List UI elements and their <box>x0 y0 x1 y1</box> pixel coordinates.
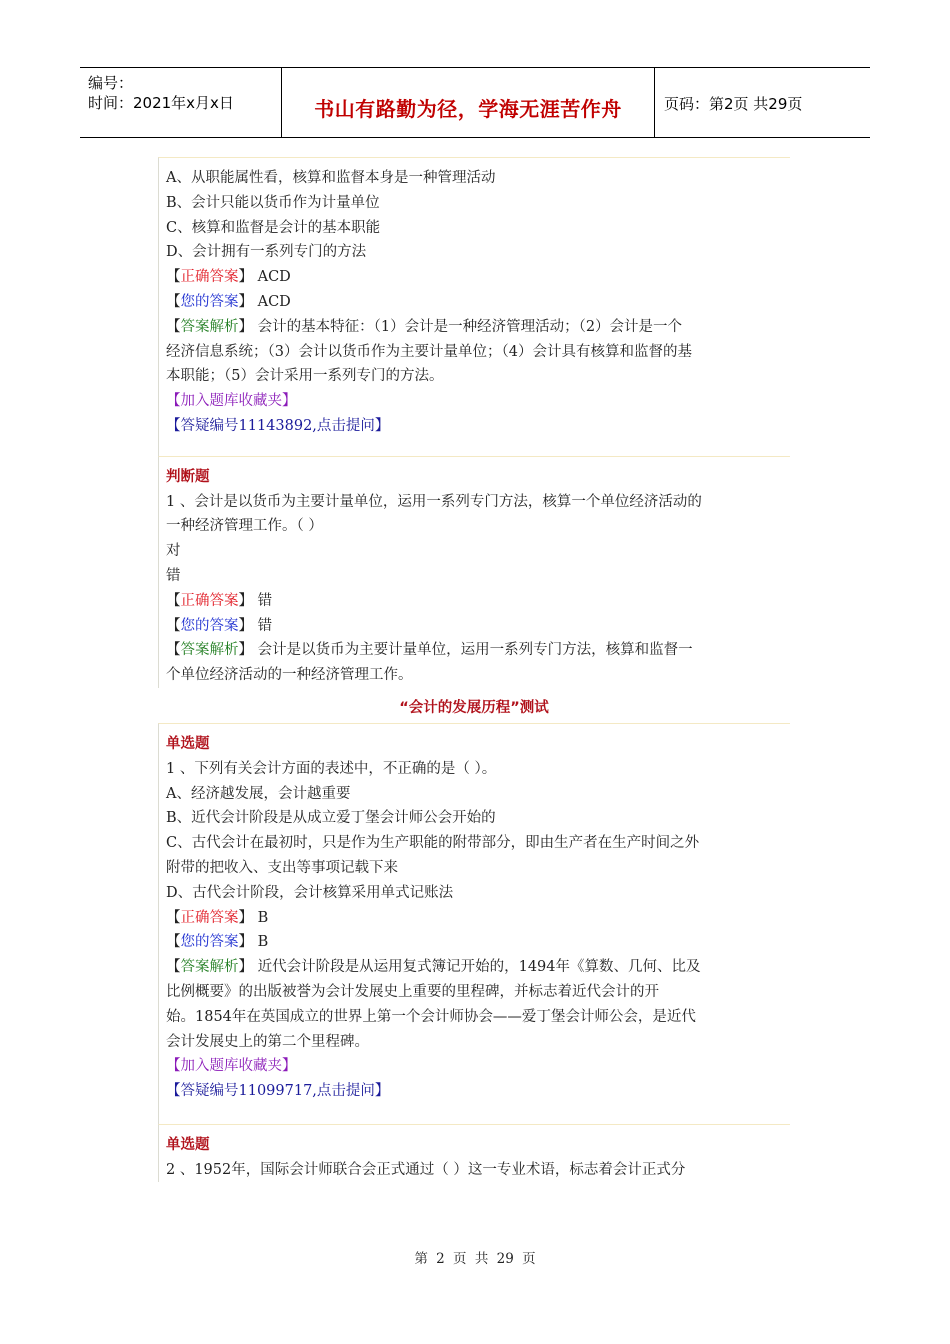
header-info-cell <box>80 68 282 137</box>
question-block-1 <box>158 157 790 456</box>
option-b: B、会计只能以货币作为计量单位 <box>166 194 380 211</box>
document-content <box>158 157 790 1182</box>
analysis-text-1: 会计的基本特征：（1）会计是一种经济管理活动；（2）会计是一个 <box>257 318 683 335</box>
question-block-2 <box>158 456 790 688</box>
analysis-label: 答案解析 <box>180 318 239 335</box>
question-text-2: 一种经济管理工作。（ ） <box>166 518 323 535</box>
analysis-text-2: 比例概要》的出版被誉为会计发展史上重要的里程碑，并标志着近代会计的开 <box>166 983 659 1000</box>
question-text-1: 2 、1952年，国际会计师联合会正式通过（ ）这一专业术语，标志着会计正式分 <box>166 1161 686 1178</box>
correct-answer-row: 【正确答案】 B <box>166 909 269 926</box>
your-answer-value: 错 <box>257 617 273 634</box>
your-answer-label: 您的答案 <box>180 293 239 310</box>
analysis-text-3: 本职能；（5）会计采用一系列专门的方法。 <box>166 368 444 385</box>
question-text-1: 1 、下列有关会计方面的表述中，不正确的是（ ）。 <box>166 760 497 777</box>
ask-question-link[interactable]: 【答疑编号11143892,点击提问】 <box>166 417 390 434</box>
add-favorite-link[interactable]: 【加入题库收藏夹】 <box>166 393 297 410</box>
option-d[interactable]: D、古代会计阶段，会计核算采用单式记账法 <box>166 884 454 901</box>
analysis-text-4: 会计发展史上的第二个里程碑。 <box>166 1033 369 1050</box>
correct-answer-label: 正确答案 <box>180 592 239 609</box>
correct-answer-row: 【正确答案】 错 <box>166 592 273 609</box>
analysis-text-1: 近代会计阶段是从运用复式簿记开始的，1494年《算数、几何、比及 <box>257 959 701 976</box>
option-b[interactable]: B、近代会计阶段是从成立爱丁堡会计师公会开始的 <box>166 810 496 827</box>
option-a[interactable]: A、经济越发展，会计越重要 <box>166 785 351 802</box>
analysis-label: 答案解析 <box>180 642 239 659</box>
option-a: A、从职能属性看，核算和监督本身是一种管理活动 <box>166 170 496 186</box>
question-text-1: 1 、会计是以货币为主要计量单位，运用一系列专门方法，核算一个单位经济活动的 <box>166 493 702 510</box>
question-block-3 <box>158 723 790 1124</box>
page-header <box>80 67 870 138</box>
your-answer-label: 您的答案 <box>180 617 239 634</box>
page-label: 页码：第2页 共29页 <box>664 95 803 113</box>
your-answer-label: 您的答案 <box>180 934 239 951</box>
analysis-text-2: 经济信息系统；（3）会计以货币作为主要计量单位；（4）会计具有核算和监督的基 <box>166 343 692 360</box>
question-type: 单选题 <box>166 1136 210 1153</box>
number-label: 编号： <box>88 74 134 92</box>
analysis-row: 【答案解析】 近代会计阶段是从运用复式簿记开始的，1494年《算数、几何、比及 <box>166 959 701 976</box>
correct-answer-value: 错 <box>257 592 273 609</box>
section-title: “会计的发展历程”测试 <box>399 699 549 716</box>
option-false[interactable]: 错 <box>166 567 181 584</box>
ask-question-link[interactable]: 【答疑编号11099717,点击提问】 <box>166 1083 390 1100</box>
analysis-row: 【答案解析】 会计是以货币为主要计量单位，运用一系列专门方法，核算和监督一 <box>166 642 693 659</box>
add-favorite-link[interactable]: 【加入题库收藏夹】 <box>166 1058 297 1075</box>
option-c: C、核算和监督是会计的基本职能 <box>166 219 381 236</box>
analysis-text-1: 会计是以货币为主要计量单位，运用一系列专门方法，核算和监督一 <box>257 642 693 659</box>
option-c-cont: 附带的把收入、支出等事项记载下来 <box>166 859 398 876</box>
correct-answer-row: 【正确答案】 ACD <box>166 269 291 286</box>
your-answer-row: 【您的答案】 错 <box>166 617 273 634</box>
analysis-text-3: 始。1854年在英国成立的世界上第一个会计师协会——爱丁堡会计师公会，是近代 <box>166 1008 696 1025</box>
question-type: 单选题 <box>166 735 210 752</box>
your-answer-value: ACD <box>257 293 291 310</box>
question-block-4 <box>158 1124 790 1183</box>
option-d: D、会计拥有一系列专门的方法 <box>166 244 367 261</box>
your-answer-row: 【您的答案】 B <box>166 934 269 951</box>
your-answer-row: 【您的答案】 ACD <box>166 293 291 310</box>
analysis-label: 答案解析 <box>180 959 239 976</box>
question-type: 判断题 <box>166 468 210 485</box>
time-label: 时间：2021年x月x日 <box>88 94 234 112</box>
correct-answer-value: B <box>257 909 269 926</box>
correct-answer-label: 正确答案 <box>180 269 239 286</box>
correct-answer-value: ACD <box>257 269 291 286</box>
header-motto-cell <box>282 68 655 137</box>
motto: 书山有路勤为径，学海无涯苦作舟 <box>314 97 622 121</box>
analysis-text-2: 个单位经济活动的一种经济管理工作。 <box>166 667 413 684</box>
analysis-row: 【答案解析】 会计的基本特征：（1）会计是一种经济管理活动；（2）会计是一个 <box>166 318 683 335</box>
correct-answer-label: 正确答案 <box>180 909 239 926</box>
page-footer: 第 2 页 共 29 页 <box>414 1251 536 1267</box>
your-answer-value: B <box>257 934 269 951</box>
option-c[interactable]: C、古代会计在最初时，只是作为生产职能的附带部分，即由生产者在生产时间之外 <box>166 835 700 852</box>
option-true[interactable]: 对 <box>166 543 181 560</box>
header-page-cell <box>655 68 870 137</box>
